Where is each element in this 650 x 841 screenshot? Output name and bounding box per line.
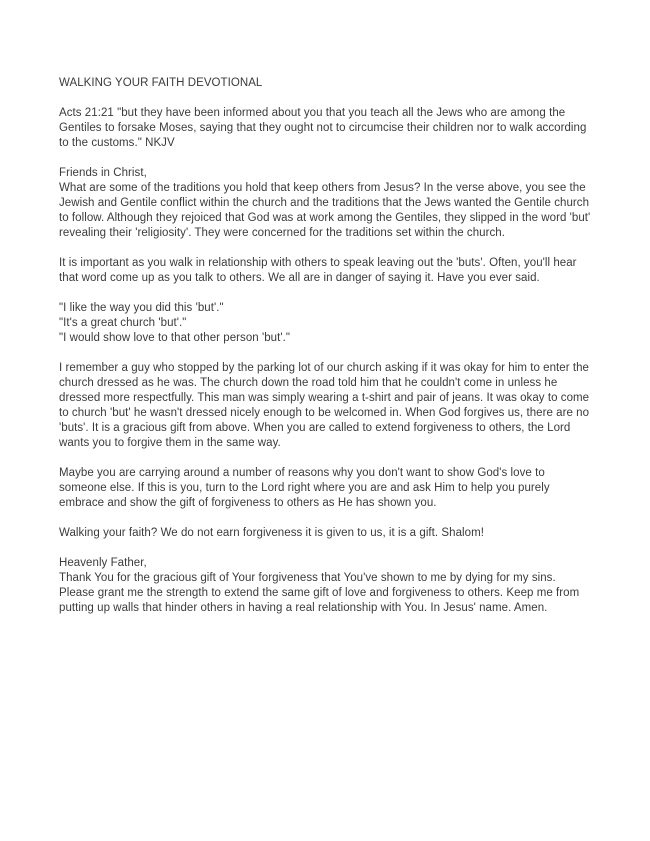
- paragraph-importance: It is important as you walk in relationship with others to speak leaving out the 'buts'. Often, you'll hear that word come up as you talk to others. We all are in danger of saying it. Have you ever said.: [59, 257, 577, 284]
- quote-line-2: "It's a great church 'but'.": [59, 317, 187, 329]
- quote-line-3: "I would show love to that other person 'but'.": [59, 332, 290, 344]
- greeting-paragraph: [59, 166, 594, 241]
- greeting-line: Friends in Christ,: [59, 167, 147, 179]
- prayer-salutation: Heavenly Father,: [59, 557, 147, 569]
- scripture-verse: Acts 21:21 "but they have been informed about you that you teach all the Jews who are among the Gentiles to forsake Moses, saying that they ought not to circumcise their children nor to walk according to the customs." NKJV: [59, 107, 587, 149]
- paragraph-walking-your-faith: Walking your faith? We do not earn forgiveness it is given to us, it is a gift. Shalom!: [59, 527, 484, 539]
- quote-line-1: "I like the way you did this 'but'.": [59, 302, 224, 314]
- prayer-body: Thank You for the gracious gift of Your forgiveness that You've shown to me by dying for my sins. Please grant me the strength to extend the same gift of love and forgiveness to others. Keep me from putting up walls that hinder others in having a real relationship with You. In Jesus' name. Amen.: [59, 572, 580, 614]
- intro-text: What are some of the traditions you hold that keep others from Jesus? In the verse above, you see the Jewish and Gentile conflict within the church and the traditions that the Jews wanted the Gentile church to follow. Although they rejoiced that God was at work among the Gentiles, they slipped in the word 'but' revealing their 'religiosity'. They were concerned for the traditions set within the church.: [59, 182, 591, 239]
- prayer-paragraph: [59, 556, 594, 616]
- document-title: WALKING YOUR FAITH DEVOTIONAL: [59, 77, 263, 89]
- quote-list: [59, 301, 594, 346]
- paragraph-maybe: Maybe you are carrying around a number of reasons why you don't want to show God's love to someone else. If this is you, turn to the Lord right where you are and ask Him to help you purely embrace and show the gift of forgiveness to others as He has shown you.: [59, 467, 550, 509]
- paragraph-story: I remember a guy who stopped by the parking lot of our church asking if it was okay for him to enter the church dressed as he was. The church down the road told him that he couldn't come in unless he dressed more respectfully. This man was simply wearing a t-shirt and pair of jeans. It was okay to come to church 'but' he wasn't dressed nicely enough to be welcomed in. When God forgives us, there are no 'buts'. It is a gracious gift from above. When you are called to extend forgiveness to others, the Lord wants you to forgive them in the same way.: [59, 362, 590, 449]
